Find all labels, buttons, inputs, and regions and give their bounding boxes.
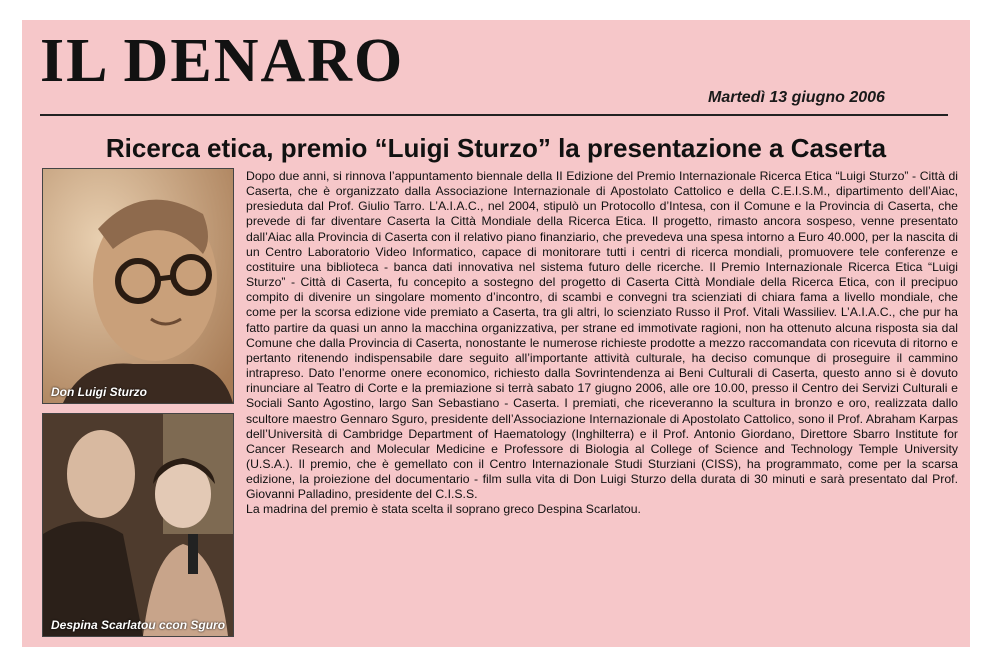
newspaper-clipping: [22, 20, 970, 647]
article-paragraph: Dopo due anni, si rinnova l’appuntamento biennale della II Edizione del Premio Internazionale Ricerca Etica “Luigi Sturzo” - Città di Caserta, che è organizzato dalla Associazione Internazionale di Apostolato Cattolico e della C.E.I.S.M., dipartimento dell’Aiac, presieduta dal Prof. Giulio Tarro. L’A.I.A.C., nel 2004, stipulò un Protocollo d’Intesa, con il Comune e la Provincia di Caserta, che prevede di far diventare Caserta la Città Mondiale della Ricerca Etica. Il progetto, rimasto ancora sospeso, venne presentato dall’Aiac alla Provincia di Caserta con il relativo piano finanziario, che prevedeva una spesa intorno a Euro 40.000, per la nascita di un Centro Laboratorio Video Informatico, capace di monitorare tutti i centri di ricerca mondiali, promuovere tele conferenze e costituire una biblioteca - banca dati innovativa nel sistema futuro delle ricerche. Il Premio Internazionale Ricerca Etica “Luigi Sturzo” - Città di Caserta, fu concepito a sostegno del progetto di Caserta Città Mondiale della Ricerca Etica, con il precipuo compito di divenire un singolare momento d’incontro, di scambi e convegni tra scienziati di chiara fama a livello mondiale, che come per la scorsa edizione vide premiato a Caserta, tra gli altri, lo scienziato Russo il Prof. Vitali Wassiliev. L’A.I.A.C., che pur ha fatto partire da quasi un anno la macchina organizzativa, per strane ed immotivate ragioni, non ha ottenuto alcuna risposta sia dal Comune che dalla Provincia di Caserta, nonostante le numerose richieste prodotte a mezzo raccomandata con ricevuta di ritorno e pertanto ritenendo indispensabile dare seguito all’importante attività culturale, ha deciso comunque di proseguire il cammino intrapreso. Dato l’enorme onere economico, richiesto dalla Sovrintendenza ai Beni Culturali di Caserta, questo anno si è dovuto rinunciare al Teatro di Corte e la premiazione si terrà sabato 17 giugno 2006, alle ore 10.00, presso il Centro dei Servizi Culturali e Sociali Santo Agostino, largo San Sebastiano - Caserta. I premiati, che riceveranno la scultura in bronzo e oro, realizzata dallo scultore maestro Gennaro Sguro, presidente dell’Associazione Internazionale di Apostolato Cattolico, sono il Prof. Abraham Karpas dell’Università di Cambridge Department of Haematology (Inghilterra) e il Prof. Antonio Giordano, Direttore Sbarro Institute for Cancer Research and Molecular Medicine e Professore di Biologia al College of Science and Technology Temple University (U.S.A.). Il premio, che è gemellato con il Centro Internazionale Studi Sturziani (CISS), ha programmato, come per la scarsa edizione, la proiezione del documentario - film sulla vita di Don Luigi Sturzo della durata di 30 minuti e sarà presentato dal Prof. Giovanni Palladino, presidente del C.I.S.S.: [246, 169, 958, 502]
article-body: [246, 169, 958, 518]
newspaper-masthead: IL DENARO: [40, 27, 405, 95]
photo-despina-scarlatou: [42, 413, 234, 637]
article-headline: Ricerca etica, premio “Luigi Sturzo” la presentazione a Caserta: [105, 133, 887, 163]
photo-caption: Despina Scarlatou ccon Sguro: [51, 618, 226, 632]
article-paragraph: La madrina del premio è stata scelta il soprano greco Despina Scarlatou.: [246, 502, 641, 517]
event-photo-illustration: [43, 414, 233, 636]
masthead-divider: [40, 114, 948, 116]
publication-date: Martedì 13 giugno 2006: [708, 89, 885, 106]
photo-luigi-sturzo: [42, 168, 234, 404]
photo-caption: Don Luigi Sturzo: [51, 385, 147, 399]
portrait-illustration: [43, 169, 233, 403]
